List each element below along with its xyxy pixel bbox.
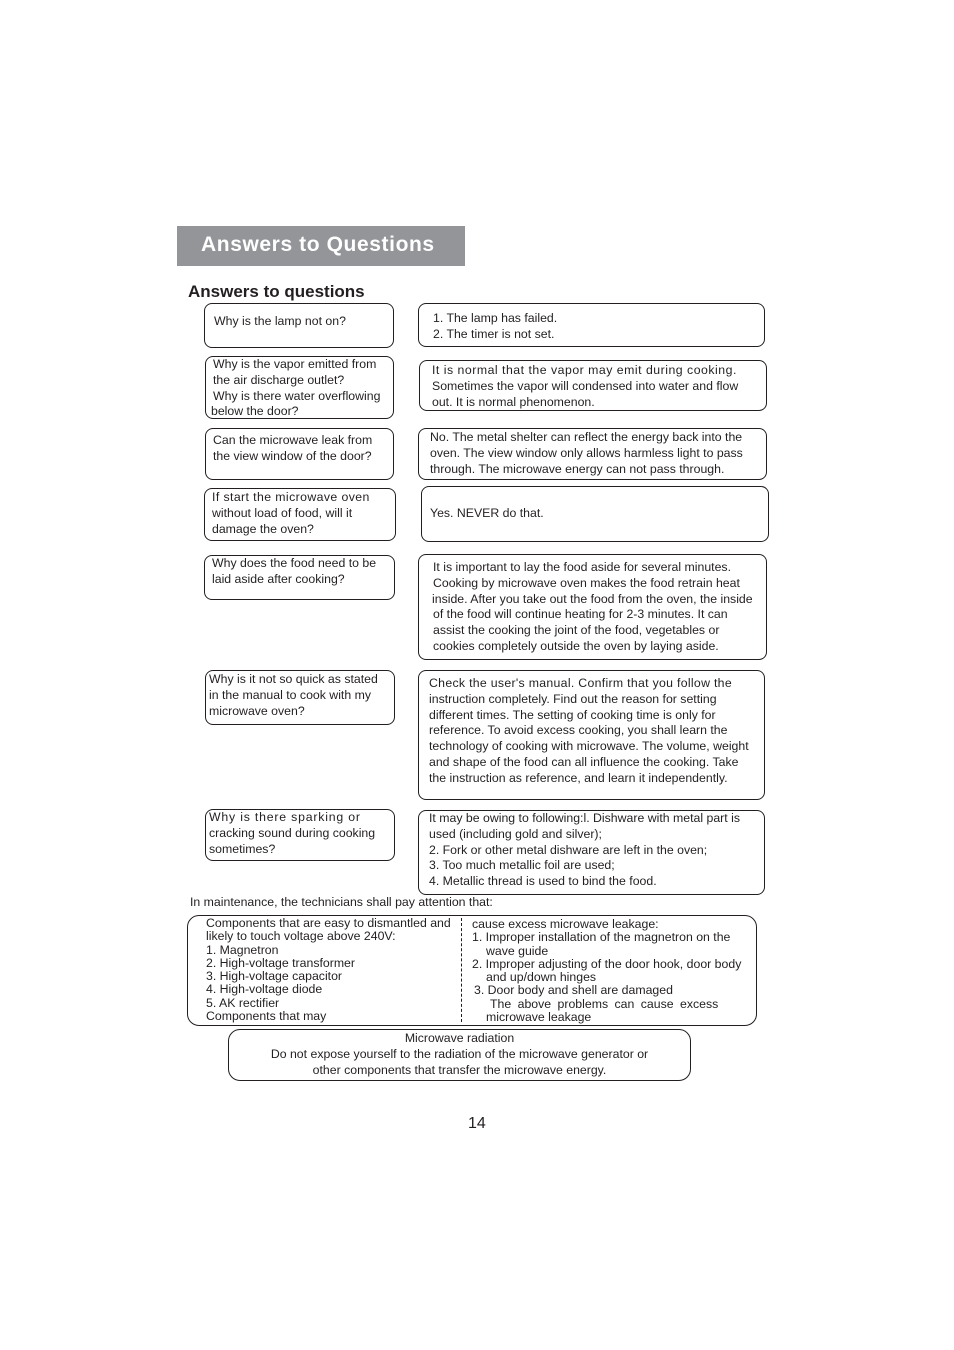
question-text: Why is the vapor emitted from bbox=[213, 357, 377, 371]
question-box bbox=[204, 303, 394, 348]
question-text: in the manual to cook with my bbox=[209, 687, 371, 702]
list-item: and up/down hinges bbox=[486, 970, 597, 985]
answer-text: of the food will continue heating for 2-3 minutes. It can bbox=[433, 607, 728, 622]
answer-text: technology of cooking with microwave. The volume, weight bbox=[429, 739, 749, 754]
question-box bbox=[205, 356, 394, 419]
radiation-text: other components that transfer the microwave energy. bbox=[312, 1062, 607, 1077]
answer-text: It is important to lay the food aside for several minutes. bbox=[433, 560, 732, 574]
maintenance-components-list bbox=[206, 917, 451, 1023]
banner-title: Answers to Questions bbox=[201, 233, 435, 256]
list-item: The above problems can cause excess bbox=[490, 996, 719, 1011]
answer-text: 4. Metallic thread is used to bind the food. bbox=[429, 874, 657, 889]
answer-box bbox=[421, 486, 769, 542]
answer-text: assist the cooking the joint of the food, vegetables or bbox=[433, 623, 720, 638]
list-item: microwave leakage bbox=[486, 1010, 592, 1025]
question-text: microwave oven? bbox=[209, 703, 305, 718]
list-item: Components that are easy to dismantled and bbox=[206, 916, 451, 930]
question-text: damage the oven? bbox=[212, 521, 314, 536]
answer-text: 1. The lamp has failed. bbox=[433, 311, 558, 325]
question-box bbox=[205, 670, 395, 725]
question-text: the view window of the door? bbox=[213, 448, 372, 463]
list-item: 3. High-voltage capacitor bbox=[206, 969, 343, 984]
question-text: the air discharge outlet? bbox=[213, 372, 345, 387]
answer-text: oven. The view window only allows harmless light to pass bbox=[430, 445, 743, 460]
list-item: likely to touch voltage above 240V: bbox=[206, 929, 396, 944]
question-text: Why does the food need to be bbox=[212, 556, 377, 570]
question-text: Why is the lamp not on? bbox=[214, 314, 346, 328]
question-box bbox=[205, 428, 394, 480]
list-item: 1. Improper installation of the magnetron on the bbox=[472, 930, 731, 945]
answer-box bbox=[418, 303, 765, 347]
maintenance-box bbox=[187, 915, 757, 1026]
question-text: sometimes? bbox=[209, 841, 276, 856]
answer-text: through. The microwave energy can not pass through. bbox=[430, 461, 725, 476]
answer-box bbox=[418, 670, 765, 800]
radiation-title: Microwave radiation bbox=[404, 1031, 515, 1045]
answer-text: 2. Fork or other metal dishware are left in the oven; bbox=[429, 842, 708, 857]
list-item: cause excess microwave leakage: bbox=[472, 917, 659, 931]
maintenance-intro: In maintenance, the technicians shall pay attention that: bbox=[190, 895, 493, 909]
question-text: laid aside after cooking? bbox=[212, 571, 345, 586]
list-item: Components that may bbox=[206, 1009, 327, 1024]
answer-text: different times. The setting of cooking time is only for bbox=[429, 707, 716, 722]
question-text: Can the microwave leak from bbox=[213, 433, 373, 447]
answer-text: Cooking by microwave oven makes the food retrain heat bbox=[433, 575, 740, 590]
list-item: 5. AK rectifier bbox=[206, 995, 280, 1010]
answer-text: It may be owing to following:l. Dishware with metal part is bbox=[429, 811, 740, 825]
answer-box bbox=[418, 428, 767, 480]
answer-box bbox=[418, 554, 767, 660]
list-item: 2. High-voltage transformer bbox=[206, 955, 355, 970]
list-item: 1. Magnetron bbox=[206, 942, 279, 957]
answer-text: It is normal that the vapor may emit during cooking. bbox=[432, 363, 737, 377]
question-text: below the door? bbox=[211, 404, 299, 419]
question-text: Why is there water overflowing bbox=[213, 388, 381, 403]
answer-text: Check the user's manual. Confirm that you follow the bbox=[429, 676, 732, 690]
question-box bbox=[204, 488, 396, 541]
dashed-divider bbox=[461, 918, 462, 1022]
answer-text: No. The metal shelter can reflect the energy back into the bbox=[430, 430, 743, 444]
answer-box bbox=[419, 360, 767, 411]
answer-text: reference. To avoid excess cooking, you shall learn the bbox=[429, 723, 728, 738]
answer-text: 2. The timer is not set. bbox=[433, 326, 555, 341]
question-text: If start the microwave oven bbox=[212, 490, 370, 504]
page-number: 14 bbox=[468, 1115, 486, 1132]
list-item: 4. High-voltage diode bbox=[206, 982, 323, 997]
list-item: wave guide bbox=[486, 943, 549, 958]
list-item: 2. Improper adjusting of the door hook, door body bbox=[472, 956, 742, 971]
maintenance-leakage-list bbox=[472, 918, 741, 1024]
question-text: without load of food, will it bbox=[212, 505, 353, 520]
question-box bbox=[204, 555, 395, 600]
radiation-text: Do not expose yourself to the radiation of the microwave generator or bbox=[270, 1046, 649, 1061]
answer-text: cookies completely outside the oven by laying aside. bbox=[433, 638, 719, 653]
answer-text: used (including gold and silver); bbox=[429, 826, 602, 841]
answer-box bbox=[418, 810, 765, 895]
answer-text: out. It is normal phenomenon. bbox=[432, 394, 595, 409]
list-item: 3. Door body and shell are damaged bbox=[474, 983, 673, 998]
question-text: Why is there sparking or bbox=[209, 810, 361, 824]
answer-text: Yes. NEVER do that. bbox=[430, 506, 544, 520]
answer-text: 3. Too much metallic foil are used; bbox=[429, 858, 615, 873]
question-text: Why is it not so quick as stated bbox=[209, 672, 378, 686]
answer-text: the instruction as reference, and learn it independently. bbox=[429, 770, 728, 785]
answer-text: inside. After you take out the food from the oven, the inside bbox=[432, 591, 753, 606]
question-box bbox=[205, 809, 395, 861]
question-text: cracking sound during cooking bbox=[209, 825, 376, 840]
radiation-warning-box bbox=[228, 1029, 691, 1081]
page-title: Answers to questions bbox=[188, 282, 365, 301]
answer-text: and shape of the food can all influence the cooking. Take bbox=[429, 754, 739, 769]
answer-text: instruction completely. Find out the reason for setting bbox=[429, 691, 717, 706]
answer-text: Sometimes the vapor will condensed into water and flow bbox=[432, 378, 739, 393]
section-banner bbox=[177, 226, 465, 266]
